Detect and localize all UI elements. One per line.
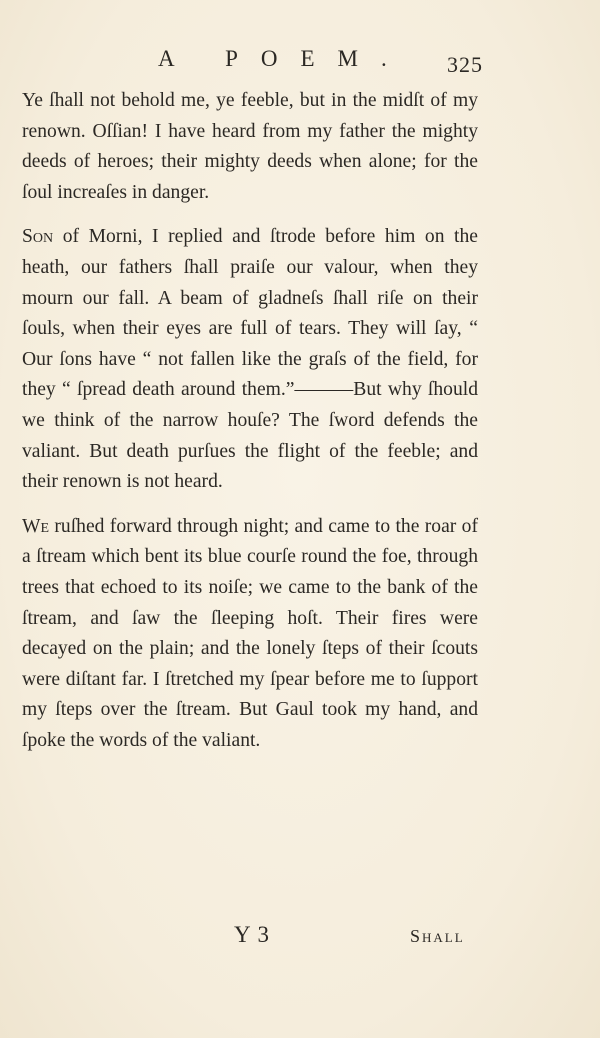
page-number: 325 [447,52,483,77]
signature-mark: Y 3 [234,922,271,947]
paragraph-2-lead: Son [22,226,54,248]
paragraph-3-lead: We [22,515,50,537]
paragraph-3-text: ruſhed forward through night; and came to the roar of a ſtream which bent its blue courſe round the foe, through trees that echoed to its noiſe; we came to the bank of the ſtream, and ſaw the ſleeping hoſt. Their fires were decayed on the plain; and the lonely ſteps of their ſcouts were diſtant far. I ſtretched my ſpear before me to ſupport my ſteps over the ſtream. But Gaul took my hand, and ſpoke the words of the valiant. [22,515,478,751]
running-title: A POEM. [158,46,410,71]
paragraph-3 [22,512,478,757]
paragraph-2 [22,222,478,497]
paragraph-1-text: Ye ſhall not behold me, ye feeble, but in the midſt of my renown. Oſſian! I have heard from my father the mighty deeds of heroes; their mighty deeds when alone; for the ſoul increaſes in danger. [22,90,478,203]
catchword: Shall [410,926,465,946]
page-footer [0,922,600,956]
running-head [0,46,600,76]
paragraph-1 [22,86,478,208]
body-text [22,86,478,756]
paragraph-2-text: of Morni, I replied and ſtrode before him on the heath, our fathers ſhall praiſe our valour, when they mourn our fall. A beam of gladneſs ſhall riſe on their ſouls, when their eyes are full of tears. They will ſay, “ Our ſons have “ not fallen like the graſs of the field, for they “ ſpread death around them.”———But why ſhould we think of the narrow houſe? The ſword defends the valiant. But death purſues the flight of the feeble; and their renown is not heard. [22,226,478,493]
